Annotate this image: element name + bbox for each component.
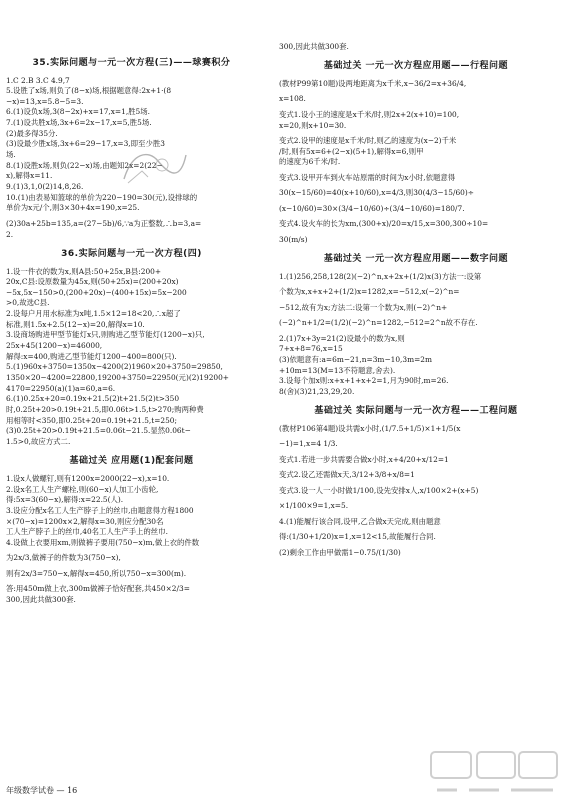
answer-line: 2.(1)7x+3y=21(2)设最小的数为x,则 bbox=[279, 333, 405, 343]
answer-line: 1.(1)256,258,128(2)(−2)^n,x+2x+(1/2)x(3)方法一:设第 bbox=[279, 271, 482, 281]
answer-line: −x)=13,x=5.8−5=3. bbox=[6, 96, 84, 106]
answer-line: 3.设商场购进甲型节能灯x只,则购进乙型节能灯(1200−x)只, bbox=[6, 330, 205, 340]
answer-line: 9.(1)3,1,0(2)14,8,26. bbox=[6, 182, 84, 192]
answer-line: 300,因此共做300套. bbox=[6, 594, 76, 604]
answer-line: 30(x−15/60)=40(x+10/60),x=4/3,则30(4/3−15/60)÷ bbox=[279, 188, 474, 198]
answer-line: 10.(1)由表易知篮球的单价为220−190=30(元),设排球的 bbox=[6, 192, 198, 202]
sketch-icon bbox=[118, 143, 190, 189]
answer-line: 8(舍)(3)21,23,29,20. bbox=[279, 386, 355, 396]
answer-line: 场. bbox=[6, 150, 16, 160]
answer-line: 4170=22950(a)(1)a=60,a=6. bbox=[6, 383, 116, 393]
answer-line: 3.设每个加x则:x+x+1+x+2=1,月为90时,m=26. bbox=[279, 376, 449, 386]
answer-line: x=108. bbox=[279, 94, 306, 104]
section-title-36: 36.实际问题与一元一次方程(四) bbox=[61, 248, 202, 259]
section-title-number: 基础过关 一元一次方程应用题——数字问题 bbox=[323, 254, 509, 265]
answer-line: (3)依题意有:a=6m−21,n=3m−10,3m=2m bbox=[279, 354, 432, 364]
answer-line: (3)设最少胜x场,3x+6=29−17,x=3,即至少胜3 bbox=[6, 139, 165, 149]
section-number-body bbox=[279, 272, 553, 397]
answer-line: (−2)^n+1/2=(1/2)(−2)^n=1282,−512=2^n故不存在. bbox=[279, 318, 478, 328]
answer-line: (3)0.25t+20>0.19t+21.5=0.06t−21.5.显然0.06t− bbox=[6, 426, 191, 436]
answer-line: 的速度为6千米/时. bbox=[279, 157, 341, 167]
section-36-body bbox=[6, 267, 257, 447]
answer-line: 则有2x/3=750−x,解得x=450,所以750−x=300(m). bbox=[6, 568, 187, 578]
answer-line: 时,0.25t+20>0.19t+21.5,即0.06t>1.5,t>270;购两种费 bbox=[6, 405, 204, 415]
answer-line: 3.设应分配x名工人生产脖子上的丝巾,由题意得方程1800 bbox=[6, 505, 194, 515]
answer-line: 7.(1)设共胜x场,3x+6=2x−17,x=5,胜5场. bbox=[6, 118, 152, 128]
answer-line: 工人生产脖子上的丝巾,40名工人生产手上的丝巾. bbox=[6, 527, 168, 537]
answer-line: −1)=1,x=4 1/3. bbox=[279, 439, 338, 449]
answer-line: 1.5>0,故应方式二. bbox=[6, 437, 71, 446]
answer-line: +10m=13(M=13不符题意,舍去). bbox=[279, 365, 396, 375]
answer-line: 用相等时<350,即0.25t+20=0.19t+21.5,t=250; bbox=[6, 415, 177, 425]
section-title-work: 基础过关 实际问题与一元一次方程——工程问题 bbox=[314, 406, 518, 417]
answer-line: 1.C 2.B 3.C 4.9,7 bbox=[6, 75, 70, 85]
answer-line: 变式1.设小王的速度是x千米/时,则2x+2(x+10)=100, bbox=[279, 109, 460, 119]
answer-line: 变式4.设火车的长为xm,(300+x)/20=x/15,x=300,300÷10= bbox=[279, 219, 489, 229]
answer-line: 变式2.设甲的速度是x千米/时,则乙的速度为(x−2)千米 bbox=[279, 136, 457, 146]
answer-line: 1.设x人做螺钉,则有1200x=2000(22−x),x=10. bbox=[6, 473, 170, 483]
answer-line: 4.设做上衣要用xm,则做裤子要用(750−x)m,做上衣的件数 bbox=[6, 537, 200, 547]
answer-line: 8.(1)设胜x场,则负(22−x)场,由题知2x=2(22− bbox=[6, 160, 163, 170]
section-travel-body bbox=[279, 79, 553, 244]
answer-line: 得:(1/30+1/20)x=1,x=12<15,故能履行合同. bbox=[279, 532, 436, 542]
watermark-logo-icon bbox=[429, 746, 559, 800]
answer-line: 答:用450m做上衣,300m做裤子恰好配套,共450×2/3= bbox=[6, 584, 190, 594]
answer-line: −5x,5x−150>0,(200+20x)−(400+15x)=5x−200 bbox=[6, 287, 187, 297]
answer-line: x=20,则x+10=30. bbox=[279, 120, 347, 130]
answer-line: 1.设一件衣的数为x,则A县:50+25x,B县:200+ bbox=[6, 266, 162, 276]
continued-line: 300,因此共做300套. bbox=[279, 42, 349, 51]
section-title-35: 35.实际问题与一元一次方程(三)——球赛积分 bbox=[32, 58, 231, 68]
answer-line: 6.(1)设负x场,3(8−2x)+x=17,x=1,胜5场. bbox=[6, 107, 150, 117]
answer-line: 变式2.设乙还需做x天,3/12+3/8+x/8=1 bbox=[279, 470, 415, 480]
answer-line: 25x+45(1200−x)=46000, bbox=[6, 341, 103, 351]
answer-line: (教材P106第4题)设共需x小时,(1/7.5+1/5)×1+1/5(x bbox=[279, 423, 461, 433]
answer-line: 4.(1)能履行该合同,设甲,乙合做x天完成,则由题意 bbox=[279, 516, 441, 526]
answer-line: ×(70−x)=1200x×2,解得x=30,则应分配30名 bbox=[6, 516, 164, 526]
answer-line: 2.设每户月用水标准为x吨,1.5×12=18<20,∴x超了 bbox=[6, 309, 181, 319]
section-work-body bbox=[279, 424, 553, 557]
section-title-matching: 基础过关 应用题(1)配套问题 bbox=[69, 456, 194, 467]
answer-line: 变式1.若进一步共需要合做x小时,x+4/20+x/12=1 bbox=[279, 454, 449, 464]
answer-line: x),解得x=11. bbox=[6, 171, 53, 181]
answer-line: >0,故选C县. bbox=[6, 298, 50, 308]
answer-line: 为2x/3,做裤子的件数为3(750−x), bbox=[6, 553, 121, 563]
answer-line: 解得:x=400,购进乙型节能灯1200−400=800(只). bbox=[6, 351, 177, 361]
answer-line: ×1/100×9=1,x=5. bbox=[279, 501, 349, 511]
section-matching-body bbox=[6, 474, 257, 604]
page-footer: 年级数学试卷 — 16 bbox=[6, 785, 78, 795]
answer-line: 单价为x元/个,则3×30+4x=190,x=25. bbox=[6, 203, 140, 213]
answer-line: 20x,C县:设原数量为45x,则(50+25x)=(200+20x) bbox=[6, 277, 179, 287]
section-title-travel: 基础过关 一元一次方程应用题——行程问题 bbox=[323, 61, 509, 72]
answer-line: 得:5x=3(60−x),解得:x=22.5(人). bbox=[6, 495, 124, 505]
right-column bbox=[273, 0, 565, 806]
answer-line: −512,故有为x;方法二:设第一个数为x,则(−2)^n+ bbox=[279, 302, 448, 312]
answer-line: 2. bbox=[6, 229, 14, 239]
answer-line: 5.设胜了x场,则负了(8−x)场,根据题意得:2x+1·(8 bbox=[6, 86, 172, 96]
answer-line: (教材P99第10题)设两地距离为x千米,x−36/2=x+36/4, bbox=[279, 78, 467, 88]
left-column bbox=[0, 0, 263, 806]
answer-line: (2)剩余工作由甲做需1−0.75/(1/30) bbox=[279, 547, 401, 557]
answer-line: 2.设x名工人生产螺栓,则(60−x)人加工小齿轮, bbox=[6, 484, 159, 494]
answer-line: 5.(1)960x+3750=1350x−4200(2)1960×20+3750=29850, bbox=[6, 362, 223, 372]
answer-line: 30(m/s) bbox=[279, 234, 308, 244]
answer-line: 标准,则1.5x+2.5(12−x)=20,解得x=10. bbox=[6, 319, 145, 329]
answer-line: (2)最多得35分. bbox=[6, 128, 58, 138]
answer-line: 变式3.设一人一小时做1/100,设先安排x人,x/100×2+(x+5) bbox=[279, 485, 479, 495]
answer-line: 1350×20−4200=22800,19200+3750=22950(元)(2)19200+ bbox=[6, 373, 230, 383]
answer-line: /时,则有5x=6+(2−x)(5+1),解得x=6,则甲 bbox=[279, 146, 424, 156]
answer-line: (2)30a+25b=135,a=(27−5b)/6,∵a为正整数,∴b=3,a= bbox=[6, 218, 202, 228]
answer-line: 7+x+8=76,x=15 bbox=[279, 344, 343, 354]
answer-line: 个数为x,x+x+2+(1/2)x=1282,x=−512,x(−2)^n= bbox=[279, 287, 460, 297]
answer-line: (x−10/60)=30×(3/4−10/60)÷(3/4−10/60)=180/7. bbox=[279, 203, 465, 213]
answer-line: 变式3.设甲开车到火车站原需的时间为x小时,依题意得 bbox=[279, 172, 456, 182]
answer-line: 6.(1)0.25x+20=0.19x+21.5(2)t+21.5(2)t>350 bbox=[6, 394, 180, 404]
